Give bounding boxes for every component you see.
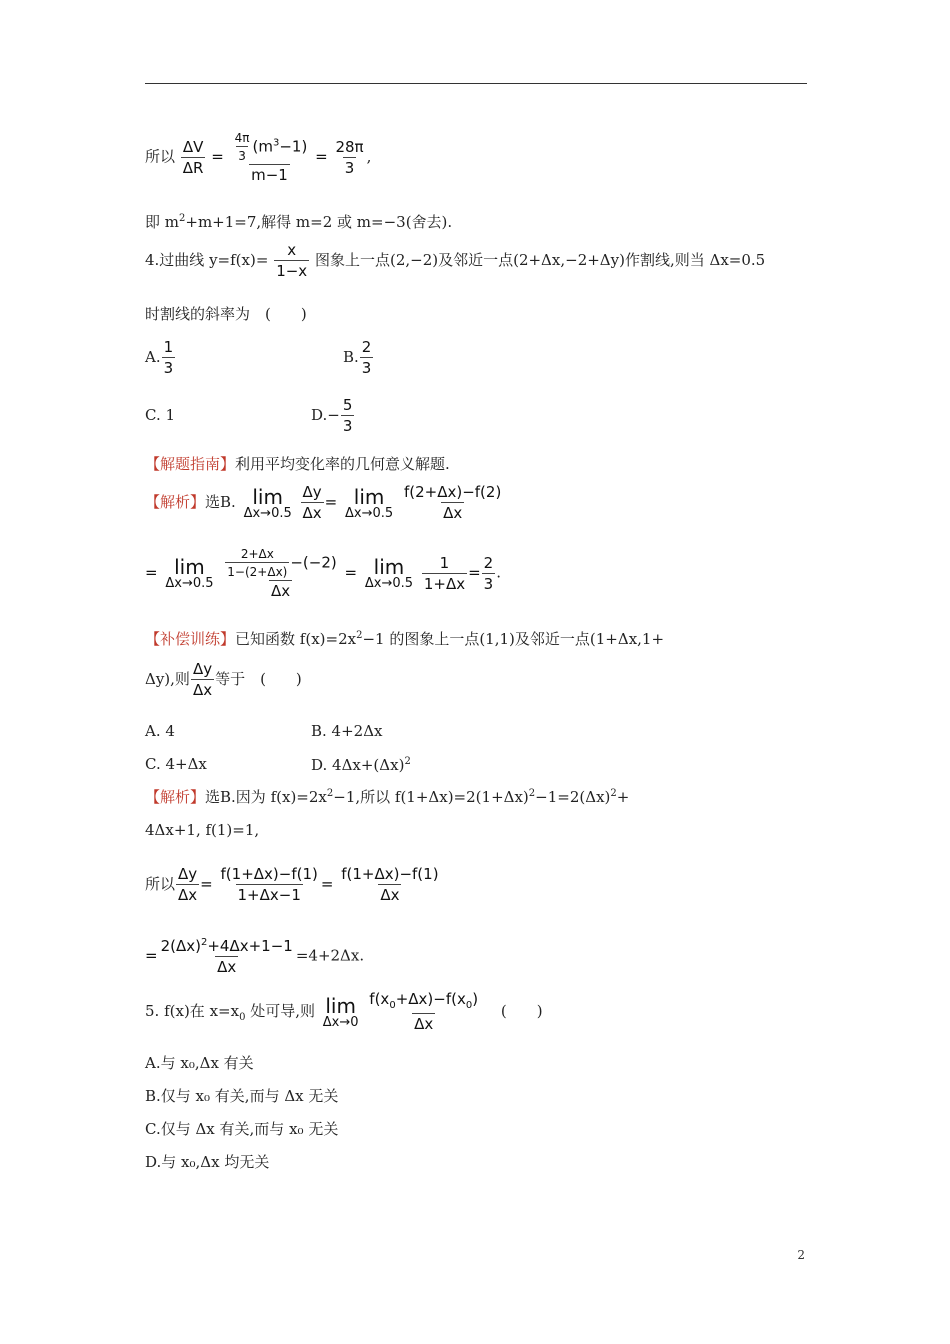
option-4a: A. $\frac{1}{3}$: [145, 338, 174, 377]
compensation-line2: Δy),则 $\frac{\Delta y}{\Delta x}$ 等于 ( ): [145, 660, 302, 699]
option-cc: C. 4+Δx: [145, 755, 207, 773]
option-5b: B.仅与 x₀ 有关,而与 Δx 无关: [145, 1087, 339, 1105]
solution-4-line1: 【解析】选B. lim Δx→0.5 $\frac{\Delta y}{\Delta x}$ = lim Δx→0.5 $\frac{f(2+\Delta x)-f(2)}{\Delta x}$: [145, 483, 502, 522]
guide-tag: 【解题指南】: [145, 455, 236, 473]
option-cb: B. 4+2Δx: [311, 722, 383, 740]
question-4: 4.过曲线 y=f(x)= $\frac{x}{1-x}$ 图象上一点(2,−2)及邻近一点(2+Δx,−2+Δy)作割线,则当 Δx=0.5: [145, 241, 766, 280]
question-5: 5. f(x)在 $x=x_0$ 处可导,则 lim Δx→0 $\frac{f(x_0+\Delta x)-f(x_0)}{\Delta x}$ ( ): [145, 990, 543, 1033]
page-number: 2: [797, 1248, 805, 1262]
question-4-cont: 时割线的斜率为 ( ): [145, 305, 307, 323]
header-rule: [145, 83, 807, 84]
option-4b: B. $\frac{2}{3}$: [343, 338, 372, 377]
option-4d: D.− $\frac{5}{3}$: [311, 396, 353, 435]
comp-solution-line3: 所以 $\frac{\Delta y}{\Delta x}$ = $\frac{f(1+\Delta x)-f(1)}{1+\Delta x-1}$ = $\frac{f(1+\Delta x)-f(1)}{\Delta x}$: [145, 865, 439, 904]
option-5c: C.仅与 Δx 有关,而与 x₀ 无关: [145, 1120, 339, 1138]
option-4c: C. 1: [145, 406, 176, 424]
option-ca: A. 4: [145, 722, 175, 740]
eq-volume-ratio: 所以 $\frac{\Delta V}{\Delta R}$ = $\frac{4\pi}{3}$ $(m^3-1)$ m−1 = $\frac{28\pi}{3}$ ,: [145, 131, 372, 184]
comp-solution-line4: = $\frac{2(\Delta x)^2+4\Delta x+1-1}{\Delta x}$ =4+2Δx.: [145, 937, 365, 976]
solution-4-line2: = lim Δx→0.5 $\frac{2+\Delta x}{1-(2+\Delta x)}$ −(−2) Δx = lim Δx→0.5 $\frac{1}{1+\Delta x}$ = $\frac{2}{3}$ .: [145, 547, 501, 600]
eq-solve-m: 即 $m^2+m+1=7$,解得 m=2 或 m=−3(舍去).: [145, 213, 453, 231]
compensation-line1: 【补偿训练】已知函数 $f(x)=2x^2-1$ 的图象上一点(1,1)及邻近一点(1+Δx,1+: [145, 630, 665, 648]
comp-solution-line2: 4Δx+1, f(1)=1,: [145, 821, 260, 839]
comp-solution-line1: 【解析】选B.因为 $f(x)=2x^2-1$,所以 $f(1+\Delta x)=2(1+\Delta x)^2-1=2(\Delta x)^2+$: [145, 788, 630, 806]
option-5d: D.与 x₀,Δx 均无关: [145, 1153, 270, 1171]
guide-line: 【解题指南】利用平均变化率的几何意义解题.: [145, 455, 450, 473]
option-cd: D. $4\Delta x+(\Delta x)^2$: [311, 756, 411, 774]
option-5a: A.与 x₀,Δx 有关: [145, 1054, 254, 1072]
